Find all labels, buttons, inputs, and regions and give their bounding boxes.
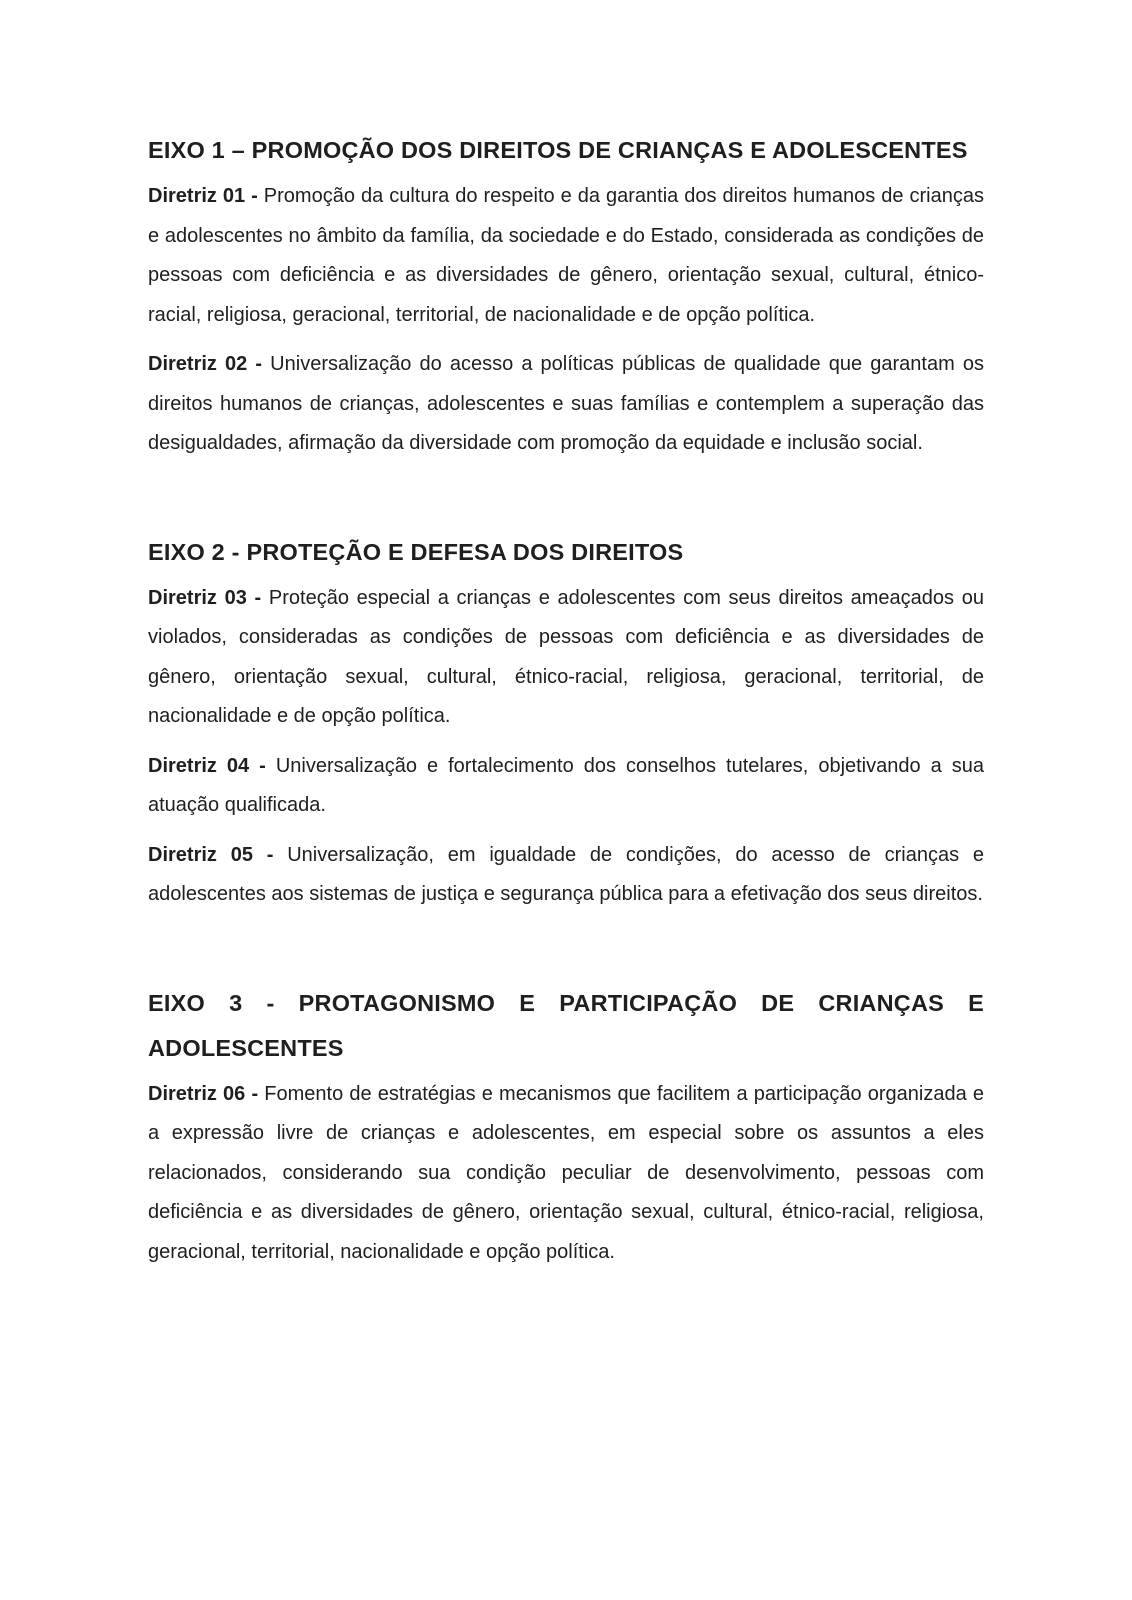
- diretriz-01: [148, 177, 984, 335]
- diretriz-04: [148, 747, 984, 826]
- diretriz-06: [148, 1075, 984, 1273]
- diretriz-label: Diretriz 01 -: [148, 185, 258, 207]
- diretriz-text: Promoção da cultura do respeito e da garantia dos direitos humanos de crianças e adolescentes no âmbito da família, da sociedade e do Estado, considerada as condições de pessoas com deficiência e as diversidades de gênero, orientação sexual, cultural, étnico-racial, religiosa, geracional, territorial, de nacionalidade e de opção política.: [148, 185, 984, 326]
- diretriz-label: Diretriz 02 -: [148, 353, 263, 375]
- diretriz-03: [148, 579, 984, 737]
- eixo-3-title: EIXO 3 - PROTAGONISMO E PARTICIPAÇÃO DE CRIANÇAS E ADOLESCENTES: [148, 989, 984, 1061]
- document-page: [148, 128, 984, 1282]
- eixo-2-title: EIXO 2 - PROTEÇÃO E DEFESA DOS DIREITOS: [148, 538, 684, 565]
- diretriz-label: Diretriz 03 -: [148, 586, 262, 609]
- diretriz-text: Universalização e fortalecimento dos conselhos tutelares, objetivando a sua atuação qualificada.: [148, 754, 984, 816]
- diretriz-label: Diretriz 06 -: [148, 1082, 259, 1105]
- diretriz-label: Diretriz 04 -: [148, 754, 266, 777]
- diretriz-text: Universalização, em igualdade de condições, do acesso de crianças e adolescentes aos sistemas de justiça e segurança pública para a efetivação dos seus direitos.: [148, 843, 984, 905]
- diretriz-text: Fomento de estratégias e mecanismos que facilitem a participação organizada e a expressão livre de crianças e adolescentes, em especial sobre os assuntos a eles relacionados, considerando sua condição peculiar de desenvolvimento, pessoas com deficiência e as diversidades de gênero, orientação sexual, cultural, étnico-racial, religiosa, geracional, territorial, nacionalidade e opção política.: [148, 1082, 984, 1263]
- eixo-1-title: EIXO 1 – PROMOÇÃO DOS DIREITOS DE CRIANÇAS E ADOLESCENTES: [148, 137, 968, 163]
- diretriz-text: Proteção especial a crianças e adolescentes com seus direitos ameaçados ou violados, consideradas as condições de pessoas com deficiência e as diversidades de gênero, orientação sexual, cultural, étnico-racial, religiosa, geracional, territorial, de nacionalidade e de opção política.: [148, 586, 984, 727]
- diretriz-label: Diretriz 05 -: [148, 843, 274, 866]
- diretriz-text: Universalização do acesso a políticas públicas de qualidade que garantam os direitos humanos de crianças, adolescentes e suas famílias e contemplem a superação das desigualdades, afirmação da diversidade com promoção da equidade e inclusão social.: [148, 353, 984, 454]
- eixo-3-section: [148, 981, 984, 1273]
- eixo-2-section: [148, 530, 984, 915]
- diretriz-05: [148, 836, 984, 915]
- eixo-1-section: [148, 128, 984, 464]
- diretriz-02: [148, 345, 984, 464]
